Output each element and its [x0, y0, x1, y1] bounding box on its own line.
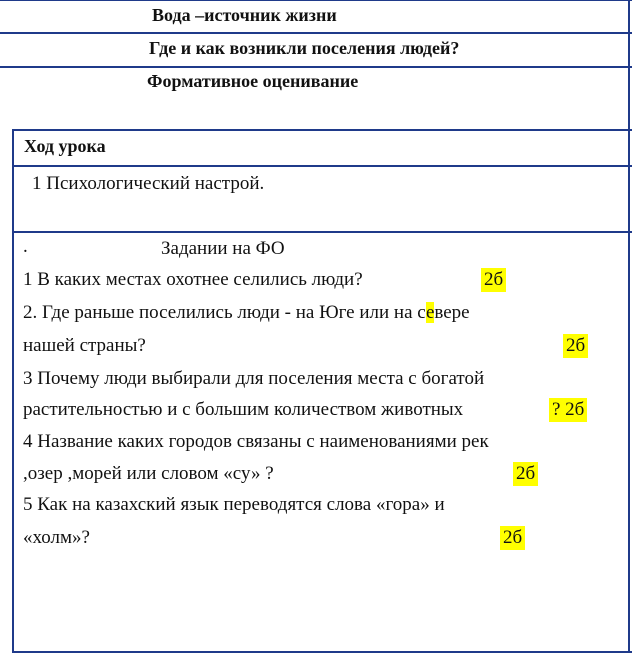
table-border-step [12, 165, 632, 167]
task-2-line1-start: 2. Где раньше поселились люди - на Юге или на с [23, 302, 426, 323]
table-border-right [628, 0, 630, 653]
table-border-top [0, 0, 632, 1]
task-4-line2: ,озер ,морей или словом «су» ? [23, 463, 274, 484]
lesson-question-title: Где и как возникли поселения людей? [149, 38, 460, 58]
tasks-dot: . [23, 236, 28, 257]
table-border-title2 [0, 66, 632, 68]
task-4-score: 2б [513, 462, 538, 486]
table-border-title1 [0, 32, 632, 34]
tasks-title: Задании на ФО [161, 238, 285, 259]
task-4-line1: 4 Название каких городов связаны с наименованиями рек [23, 431, 489, 452]
table-border-tasks [12, 231, 632, 233]
table-border-heading [12, 129, 632, 131]
table-border-left [12, 129, 14, 653]
lesson-step-1: 1 Психологический настрой. [32, 173, 265, 194]
task-2-line1-end: вере [434, 302, 470, 323]
task-1-score: 2б [481, 268, 506, 292]
task-5-score: 2б [500, 526, 525, 550]
task-5-line2: «холм»? [23, 527, 90, 548]
lesson-topic-title: Вода –источник жизни [152, 5, 337, 25]
task-2-line2: нашей страны? [23, 335, 146, 356]
task-3-line1: 3 Почему люди выбирали для поселения места с богатой [23, 368, 485, 389]
task-2-line1 [23, 302, 470, 324]
task-3-line2: растительностью и с большим количеством животных [23, 399, 464, 420]
task-2-highlighted-letter: е [425, 302, 435, 323]
task-1: 1 В каких местах охотнее селились люди? [23, 269, 363, 290]
assessment-title: Формативное оценивание [147, 71, 359, 91]
task-3-score: ? 2б [549, 398, 587, 422]
task-5-line1: 5 Как на казахский язык переводятся слова «гора» и [23, 494, 445, 515]
task-2-score: 2б [563, 334, 588, 358]
lesson-progress-heading: Ход урока [24, 136, 106, 156]
